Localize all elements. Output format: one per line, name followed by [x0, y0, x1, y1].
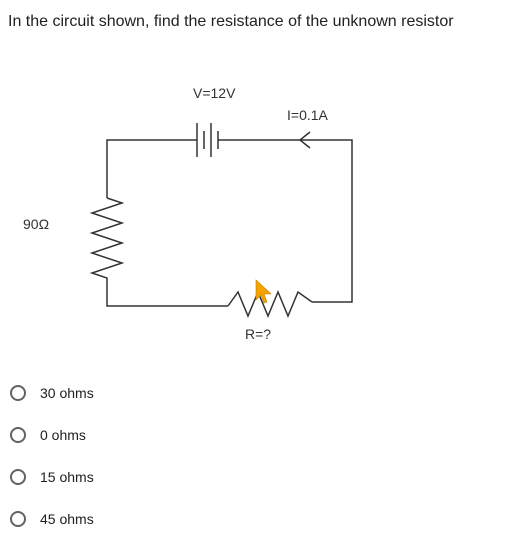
option-label: 45 ohms [40, 511, 94, 527]
option-30-ohms[interactable] [10, 372, 94, 414]
unknown-resistor [228, 292, 312, 316]
question-text: In the circuit shown, find the resistance of the unknown resistor [8, 13, 454, 30]
option-0-ohms[interactable] [10, 414, 94, 456]
option-label: 30 ohms [40, 385, 94, 401]
radio-button-icon[interactable] [10, 427, 26, 443]
option-label: 0 ohms [40, 427, 86, 443]
current-label: I=0.1A [287, 107, 328, 123]
left-resistor [92, 198, 228, 306]
radio-button-icon[interactable] [10, 469, 26, 485]
circuit-diagram [0, 60, 520, 360]
top-left-wire [107, 140, 197, 198]
voltage-label: V=12V [193, 85, 236, 101]
top-right-wire [218, 140, 352, 302]
mouse-cursor-icon [256, 280, 271, 303]
left-resistor-label: 90Ω [23, 216, 50, 232]
answer-options [10, 372, 94, 540]
unknown-resistor-label: R=? [245, 326, 272, 342]
option-45-ohms[interactable] [10, 498, 94, 540]
radio-button-icon[interactable] [10, 385, 26, 401]
option-15-ohms[interactable] [10, 456, 94, 498]
radio-button-icon[interactable] [10, 511, 26, 527]
option-label: 15 ohms [40, 469, 94, 485]
